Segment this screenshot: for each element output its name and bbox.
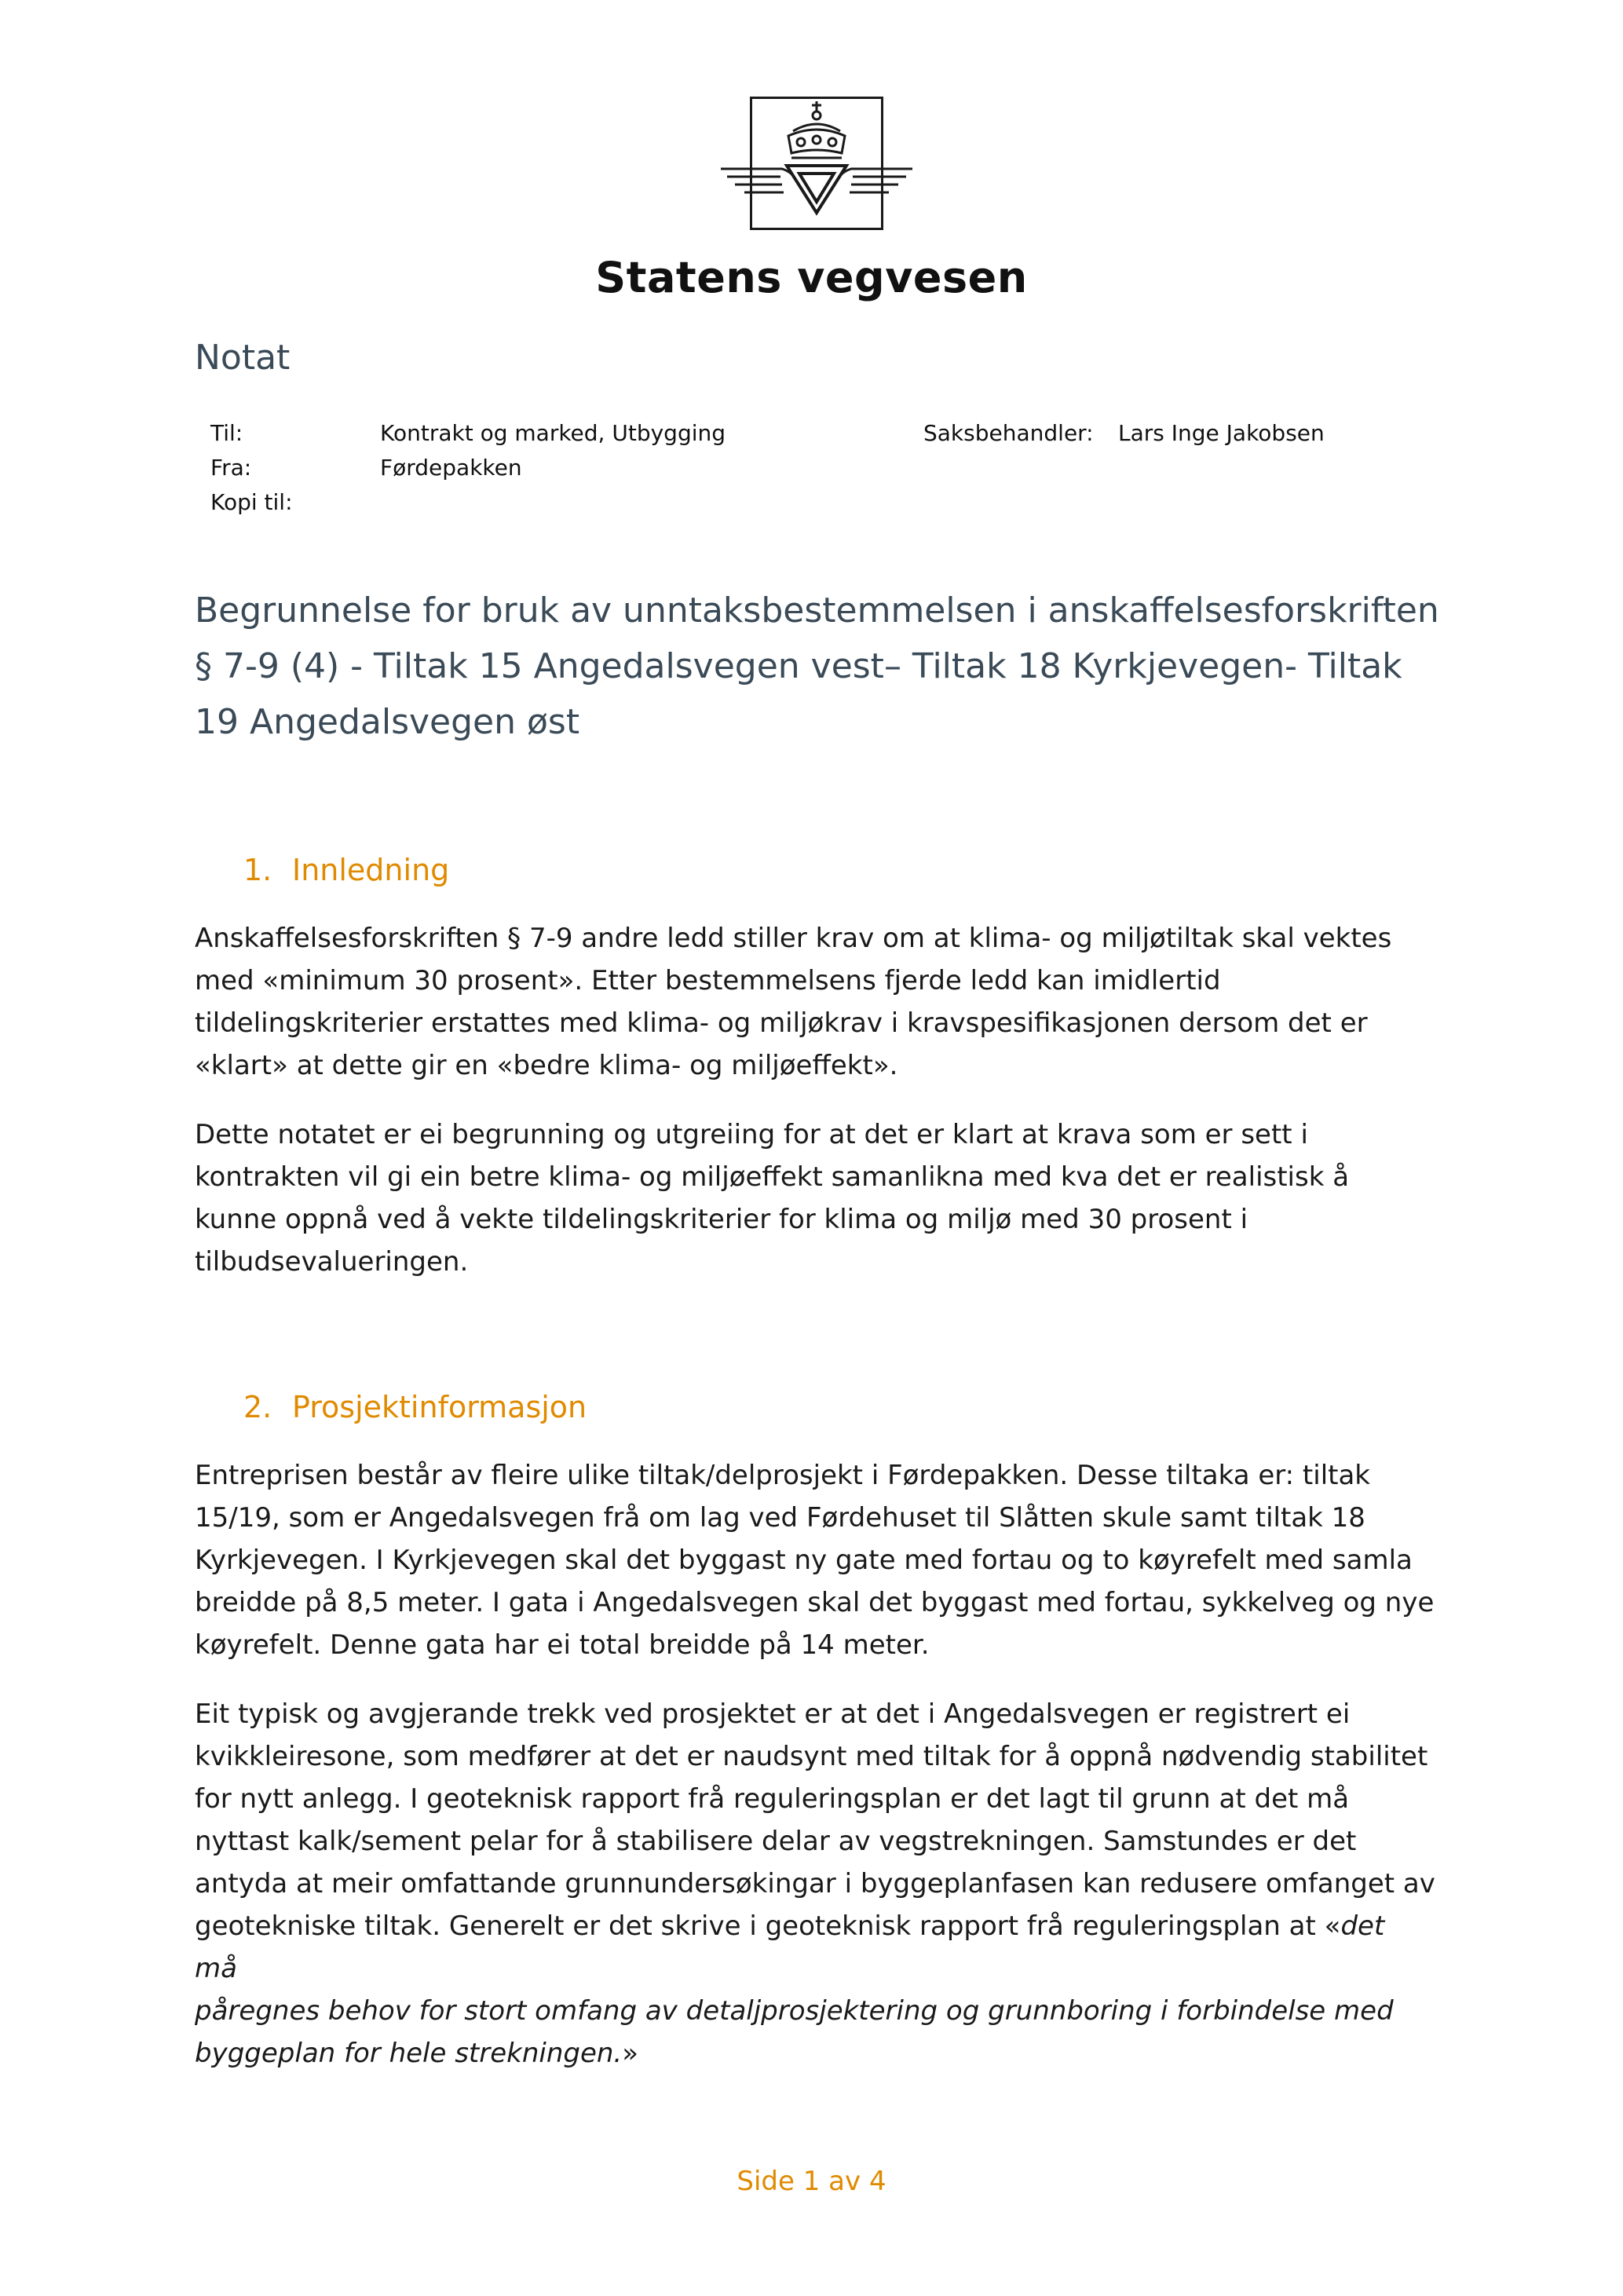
italic-quote-line: påregnes behov for stort omfang av detaljprosjektering og grunnboring i forbindelse med (195, 1995, 1394, 2027)
title-line: Begrunnelse for bruk av unntaksbestemmelsen i anskaffelsesforskriften (195, 590, 1439, 631)
saksbehandler-label-col (923, 416, 1094, 451)
text-line: for nytt anlegg. I geoteknisk rapport frå reguleringsplan er det lagt til grunn at det må (195, 1783, 1350, 1815)
text-line: breidde på 8,5 meter. I gata i Angedalsvegen skal det byggast med fortau, sykkelveg og nye (195, 1587, 1435, 1618)
title-line: 19 Angedalsvegen øst (195, 702, 580, 742)
section-number: 2. (243, 1390, 272, 1424)
document-title (195, 583, 1451, 750)
text-line: kunne oppnå ved å vekte tildelingskriterier for klima og miljø med 30 prosent i (195, 1204, 1248, 1235)
text-line-mixed (195, 1905, 1435, 1990)
meta-values (380, 416, 726, 520)
italic-quote: byggeplan for hele strekningen. (195, 2038, 623, 2069)
text-line: Dette notatet er ei begrunning og utgreiing for at det er klart at krava som er sett i (195, 1119, 1308, 1150)
organization-name: Statens vegvesen (595, 253, 1028, 302)
section-title: Innledning (292, 853, 450, 887)
section-title: Prosjektinformasjon (292, 1390, 587, 1424)
kopi-label: Kopi til: (210, 489, 293, 515)
text-line: tilbudsevalueringen. (195, 1246, 469, 1278)
saksbehandler-value: Lars Inge Jakobsen (1118, 420, 1325, 446)
text-line: Eit typisk og avgjerande trekk ved prosjektet er at det i Angedalsvegen er registrert ei (195, 1698, 1351, 1730)
text-line: antyda at meir omfattande grunnundersøkingar i byggeplanfasen kan redusere omfanget av (195, 1868, 1435, 1899)
paragraph (195, 1454, 1435, 1666)
page-number: Side 1 av 4 (737, 2166, 886, 2197)
text-line: Kyrkjevegen. I Kyrkjevegen skal det byggast ny gate med fortau og to køyrefelt med samla (195, 1545, 1413, 1576)
paragraph (195, 917, 1435, 1087)
til-label: Til: (210, 420, 243, 446)
fra-value: Førdepakken (380, 455, 522, 481)
kopi-value (380, 485, 726, 520)
document-type-heading: Notat (195, 338, 291, 378)
text-line: kvikkleiresone, som medfører at det er naudsynt med tiltak for å oppnå nødvendig stabilitet (195, 1741, 1428, 1772)
text-line: nyttast kalk/sement pelar for å stabilisere delar av vegstrekningen. Samstundes er det (195, 1826, 1357, 1857)
section-heading-innledning (243, 853, 449, 887)
text-line: med «minimum 30 prosent». Etter bestemmelsens fjerde ledd kan imidlertid (195, 965, 1221, 996)
text-line: kontrakten vil gi ein betre klima- og miljøeffekt samanlikna med kva det er realistisk å (195, 1161, 1350, 1193)
section-number: 1. (243, 853, 272, 887)
meta-labels (210, 416, 293, 520)
text-line: Anskaffelsesforskriften § 7-9 andre ledd stiller krav om at klima- og miljøtiltak skal vektes (195, 923, 1392, 954)
title-line: § 7-9 (4) - Tiltak 15 Angedalsvegen vest– Tiltak 18 Kyrkjevegen- Tiltak (195, 646, 1402, 686)
plain-text: geotekniske tiltak. Generelt er det skrive i geoteknisk rapport frå reguleringsplan at « (195, 1910, 1341, 1942)
text-line-mixed (195, 2032, 1435, 2075)
crown-logo-icon (716, 97, 917, 232)
italic-quote: det må (195, 1910, 1385, 1984)
paragraph (195, 1113, 1435, 1283)
saksbehandler-value-col (1118, 416, 1325, 451)
text-line: tildelingskriterier erstattes med klima- og miljøkrav i kravspesifikasjonen dersom det er (195, 1007, 1368, 1039)
til-value: Kontrakt og marked, Utbygging (380, 420, 726, 446)
section-heading-prosjektinformasjon (243, 1390, 587, 1424)
saksbehandler-label: Saksbehandler: (923, 420, 1094, 446)
text-line: køyrefelt. Denne gata har ei total breidde på 14 meter. (195, 1629, 930, 1661)
paragraph (195, 1693, 1435, 2075)
text-line: «klart» at dette gir en «bedre klima- og miljøeffekt». (195, 1050, 898, 1081)
text-line: 15/19, som er Angedalsvegen frå om lag ved Førdehuset til Slåtten skule samt tiltak 18 (195, 1502, 1365, 1534)
fra-label: Fra: (210, 455, 252, 481)
closing-quote: » (622, 2038, 639, 2069)
text-line: Entreprisen består av fleire ulike tiltak/delprosjekt i Førdepakken. Desse tiltaka er: tiltak (195, 1460, 1370, 1491)
